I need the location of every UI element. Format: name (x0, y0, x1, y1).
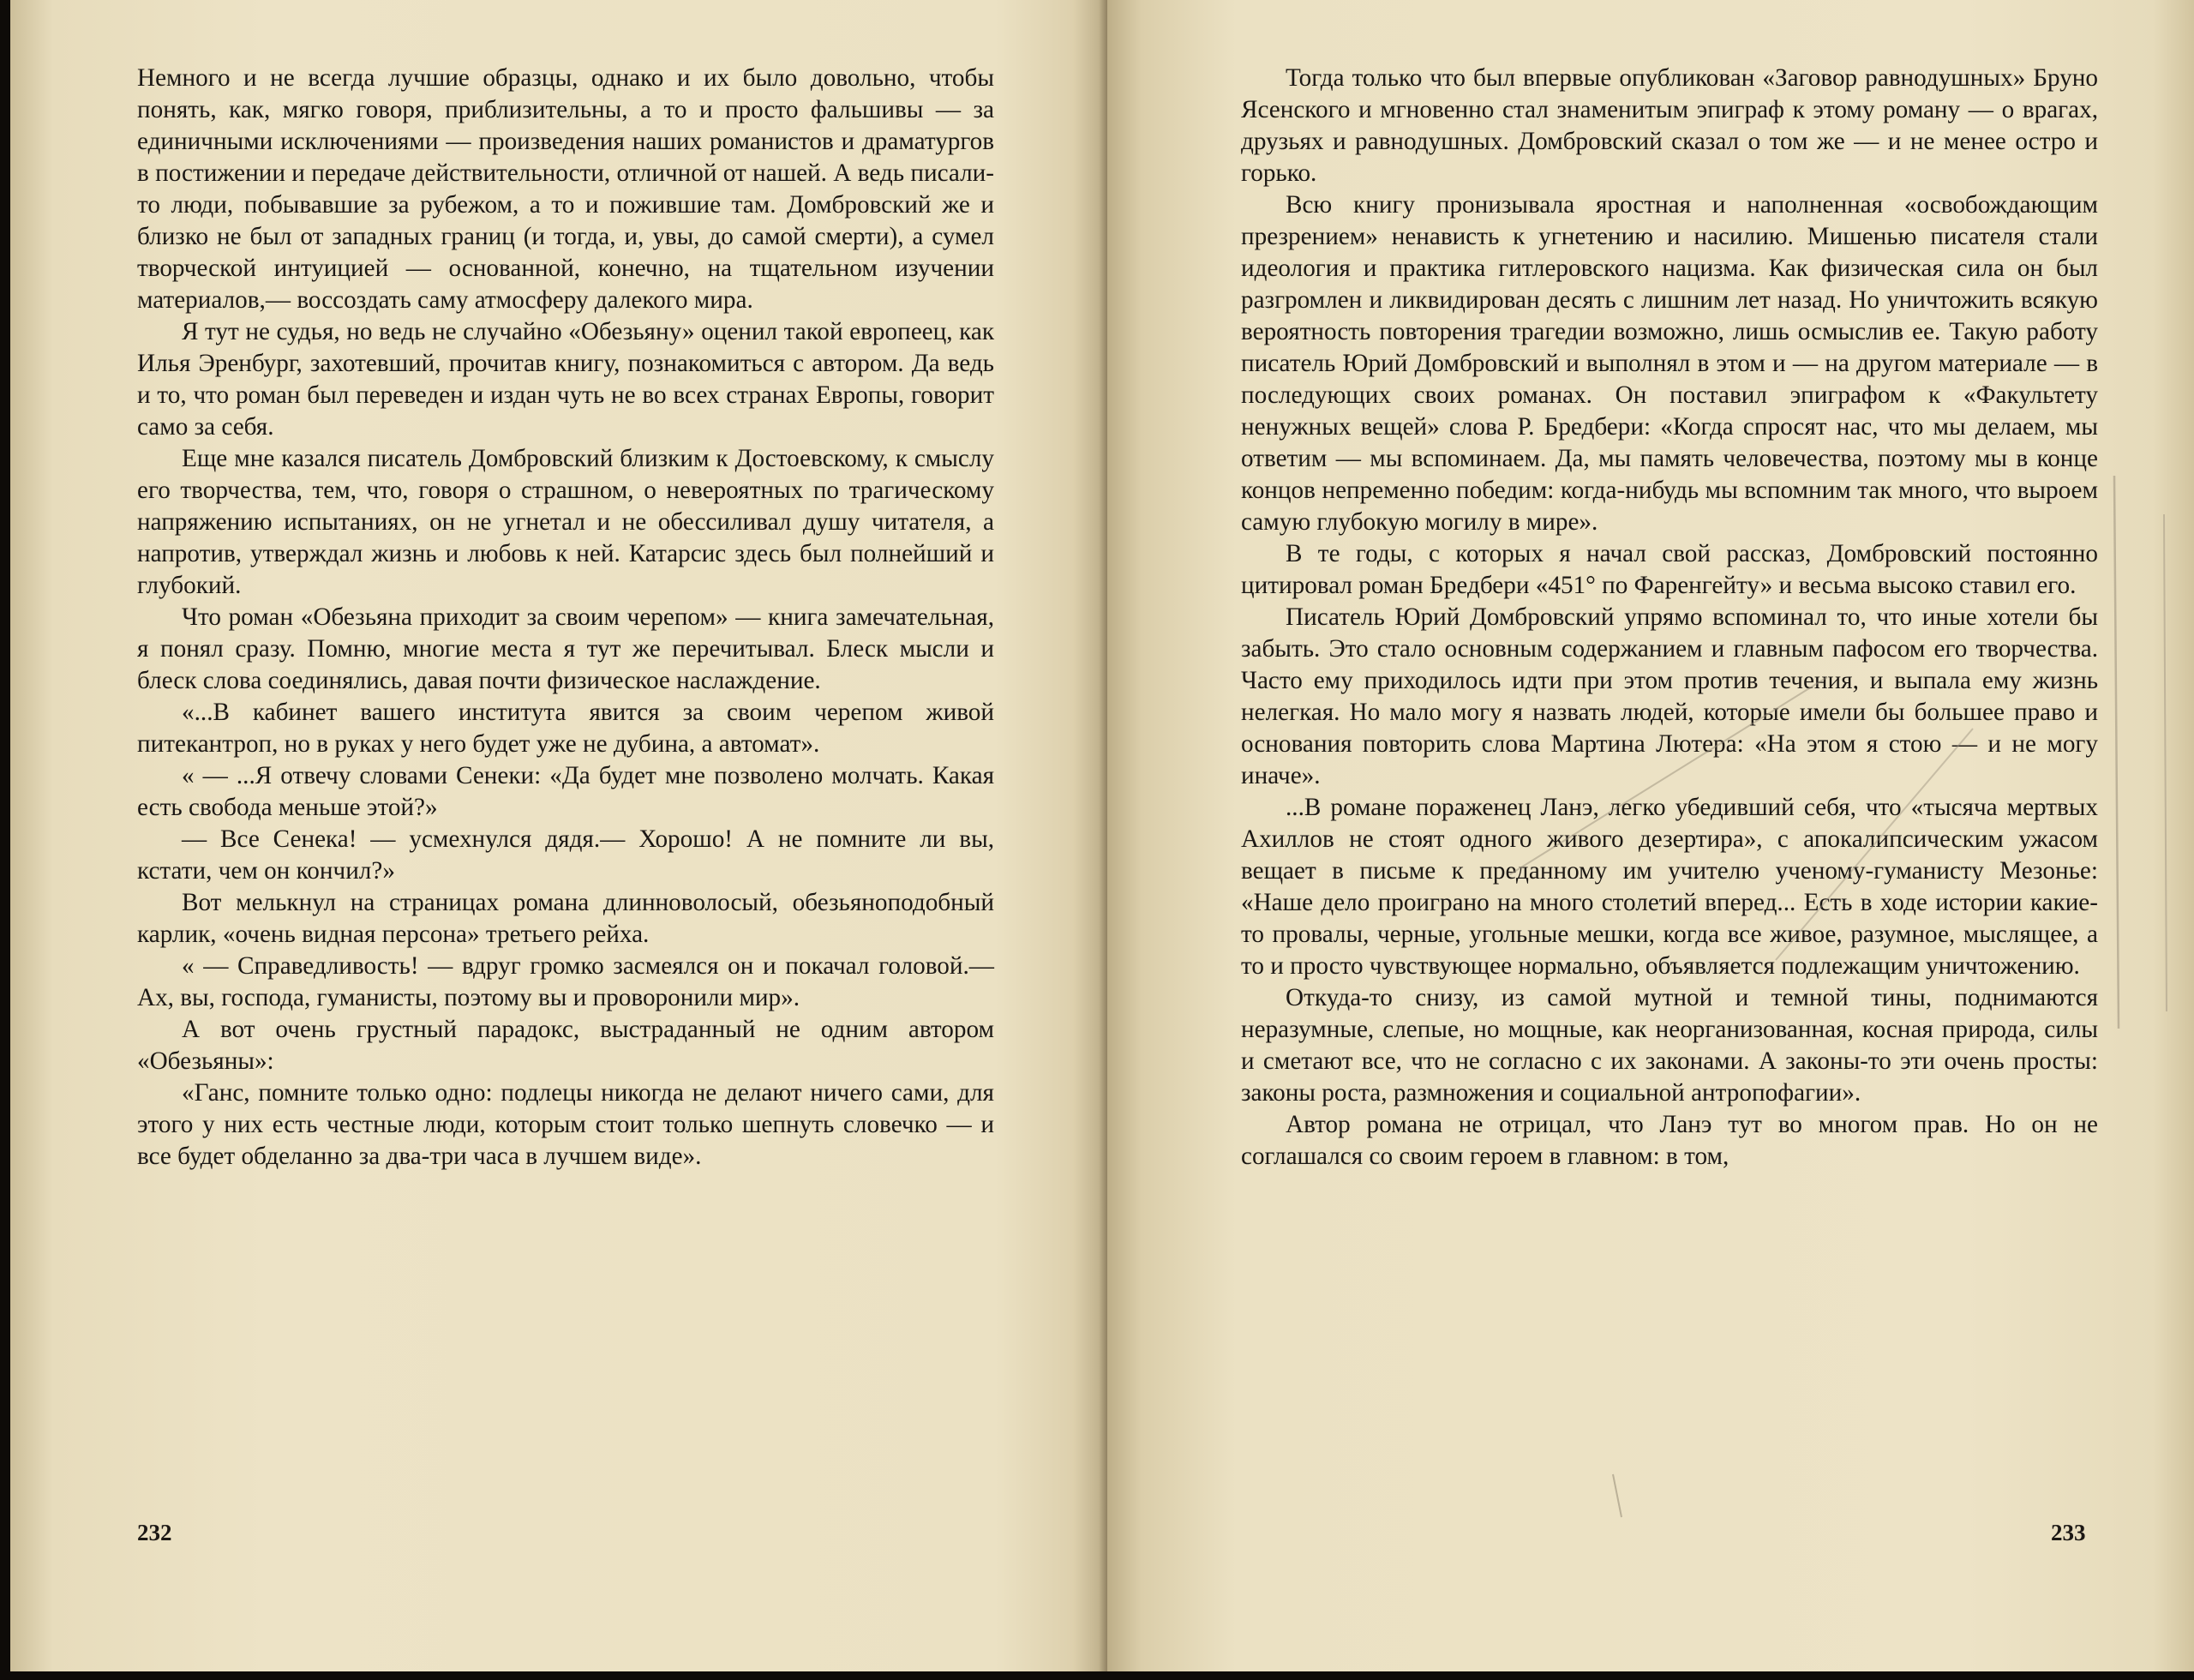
left-page (10, 0, 1107, 1671)
quote-paragraph: « — ...Я отвечу словами Сенеки: «Да будет мне позволено молчать. Какая есть свобода меньше этой?» (137, 762, 994, 821)
page-number: 233 (2051, 1520, 2086, 1545)
quote-paragraph: « — Справедливость! — вдруг громко засмеялся он и покачал головой.— Ах, вы, господа, гуманисты, поэтому вы и проворонили мир». (137, 952, 994, 1011)
paragraph: ...В романе пораженец Ланэ, легко убедивший себя, что «тысяча мертвых Ахиллов не стоят одного живого дезертира», с апокалипсическим ужасом вещает в письме к преданному им учителю ученому-гуманисту Мезонье: «Наше дело проиграно на много столетий вперед... Есть в ходе истории какие-то провалы, черные, угольные мешки, когда все живое, разумное, мыслящее, а то и просто чувствующее нормально, объявляется подлежащим уничтожению. (1241, 794, 2098, 980)
quote-paragraph: «...В кабинет вашего института явится за своим черепом живой питекантроп, но в руках у него будет уже не дубина, а автомат». (137, 699, 994, 758)
paragraph: Всю книгу пронизывала яростная и наполненная «освобождающим презрением» ненависть к угнетению и насилию. Мишенью писателя стали идеология и практика гитлеровского нацизма. Как физическая сила он был разгромлен и ликвидирован десять с лишним лет назад. Но уничтожить всякую вероятность повторения трагедии возможно, лишь осмыслив ее. Такую работу писатель Юрий Домбровский и выполнял в этом и — на другом материале — в последующих своих романах. Он поставил эпиграфом к «Факультету ненужных вещей» слова Р. Бредбери: «Когда спросят нас, что мы делаем, мы ответим — мы вспоминаем. Да, мы память человечества, поэтому мы в конце концов непременно победим: когда-нибудь мы вспомним так много, что выроем самую глубокую могилу в мире». (1241, 191, 2098, 536)
paragraph: Откуда-то снизу, из самой мутной и темной тины, поднимаются неразумные, слепые, но мощные, как неорганизованная, косная природа, силы и сметают все, что не согласно с их законами. А законы-то эти очень просты: законы роста, размножения и социальной антропофагии». (1241, 984, 2098, 1107)
paragraph: В те годы, с которых я начал свой рассказ, Домбровский постоянно цитировал роман Бредбери «451° по Фаренгейту» и весьма высоко ставил его. (1241, 540, 2098, 599)
paragraph: Я тут не судья, но ведь не случайно «Обезьяну» оценил такой европеец, как Илья Эренбург, захотевший, прочитав книгу, познакомиться с автором. Да ведь и то, что роман был переведен и издан чуть не во всех странах Европы, говорит само за себя. (137, 318, 994, 441)
paragraph: Автор романа не отрицал, что Ланэ тут во многом прав. Но он не соглашался со своим героем в главном: в том, (1241, 1111, 2098, 1170)
paragraph: Писатель Юрий Домбровский упрямо вспоминал то, что иные хотели бы забыть. Это стало основным содержанием и главным пафосом его творчества. Часто ему приходилось идти при этом против течения, и выпала ему жизнь нелегкая. Но мало могу я назвать людей, которые имели бы большее право и основания повторить слова Мартина Лютера: «На этом я стою — и не могу иначе». (1241, 603, 2098, 789)
paragraph: Что роман «Обезьяна приходит за своим черепом» — книга замечательная, я понял сразу. Помню, многие места я тут же перечитывал. Блеск мысли и блеск слова соединялись, давая почти физическое наслаждение. (137, 603, 994, 694)
left-page-text (137, 63, 994, 1173)
paragraph: Тогда только что был впервые опубликован «Заговор равнодушных» Бруно Ясенского и мгновенно стал знаменитым эпиграф к этому роману — о врагах, друзьях и равнодушных. Домбровский сказал о том же — и не менее остро и горько. (1241, 64, 2098, 187)
right-page (1107, 0, 2194, 1671)
quote-paragraph: «Ганс, помните только одно: подлецы никогда не делают ничего сами, для этого у них есть честные люди, которым стоит только шепнуть словечко — и все будет обделанно за два-три часа в лучшем виде». (137, 1079, 994, 1170)
paragraph: Вот мелькнул на страницах романа длинноволосый, обезьяноподобный карлик, «очень видная персона» третьего рейха. (137, 889, 994, 948)
paragraph: Немного и не всегда лучшие образцы, однако и их было довольно, чтобы понять, как, мягко говоря, приблизительны, а то и просто фальшивы — за единичными исключениями — произведения наших романистов и драматургов в постижении и передаче действительности, отличной от нашей. А ведь писали-то люди, побывавшие за рубежом, а то и пожившие там. Домбровский же и близко не был от западных границ (и тогда, и, увы, до самой смерти), а сумел творческой интуицией — основанной, конечно, на тщательном изучении материалов,— воссоздать саму атмосферу далекого мира. (137, 64, 994, 314)
page-number: 232 (137, 1520, 172, 1545)
paragraph: А вот очень грустный парадокс, выстраданный не одним автором «Обезьяны»: (137, 1016, 994, 1075)
right-page-text (1241, 63, 2098, 1173)
quote-paragraph: — Все Сенека! — усмехнулся дядя.— Хорошо! А не помните ли вы, кстати, чем он кончил?» (137, 825, 994, 885)
paragraph: Еще мне казался писатель Домбровский близким к Достоевскому, к смыслу его творчества, тем, что, говоря о страшном, о невероятных по трагическому напряжению испытаниях, он не угнетал и не обессиливал душу читателя, а напротив, утверждал жизнь и любовь к ней. Катарсис здесь был полнейший и глубокий. (137, 445, 994, 599)
